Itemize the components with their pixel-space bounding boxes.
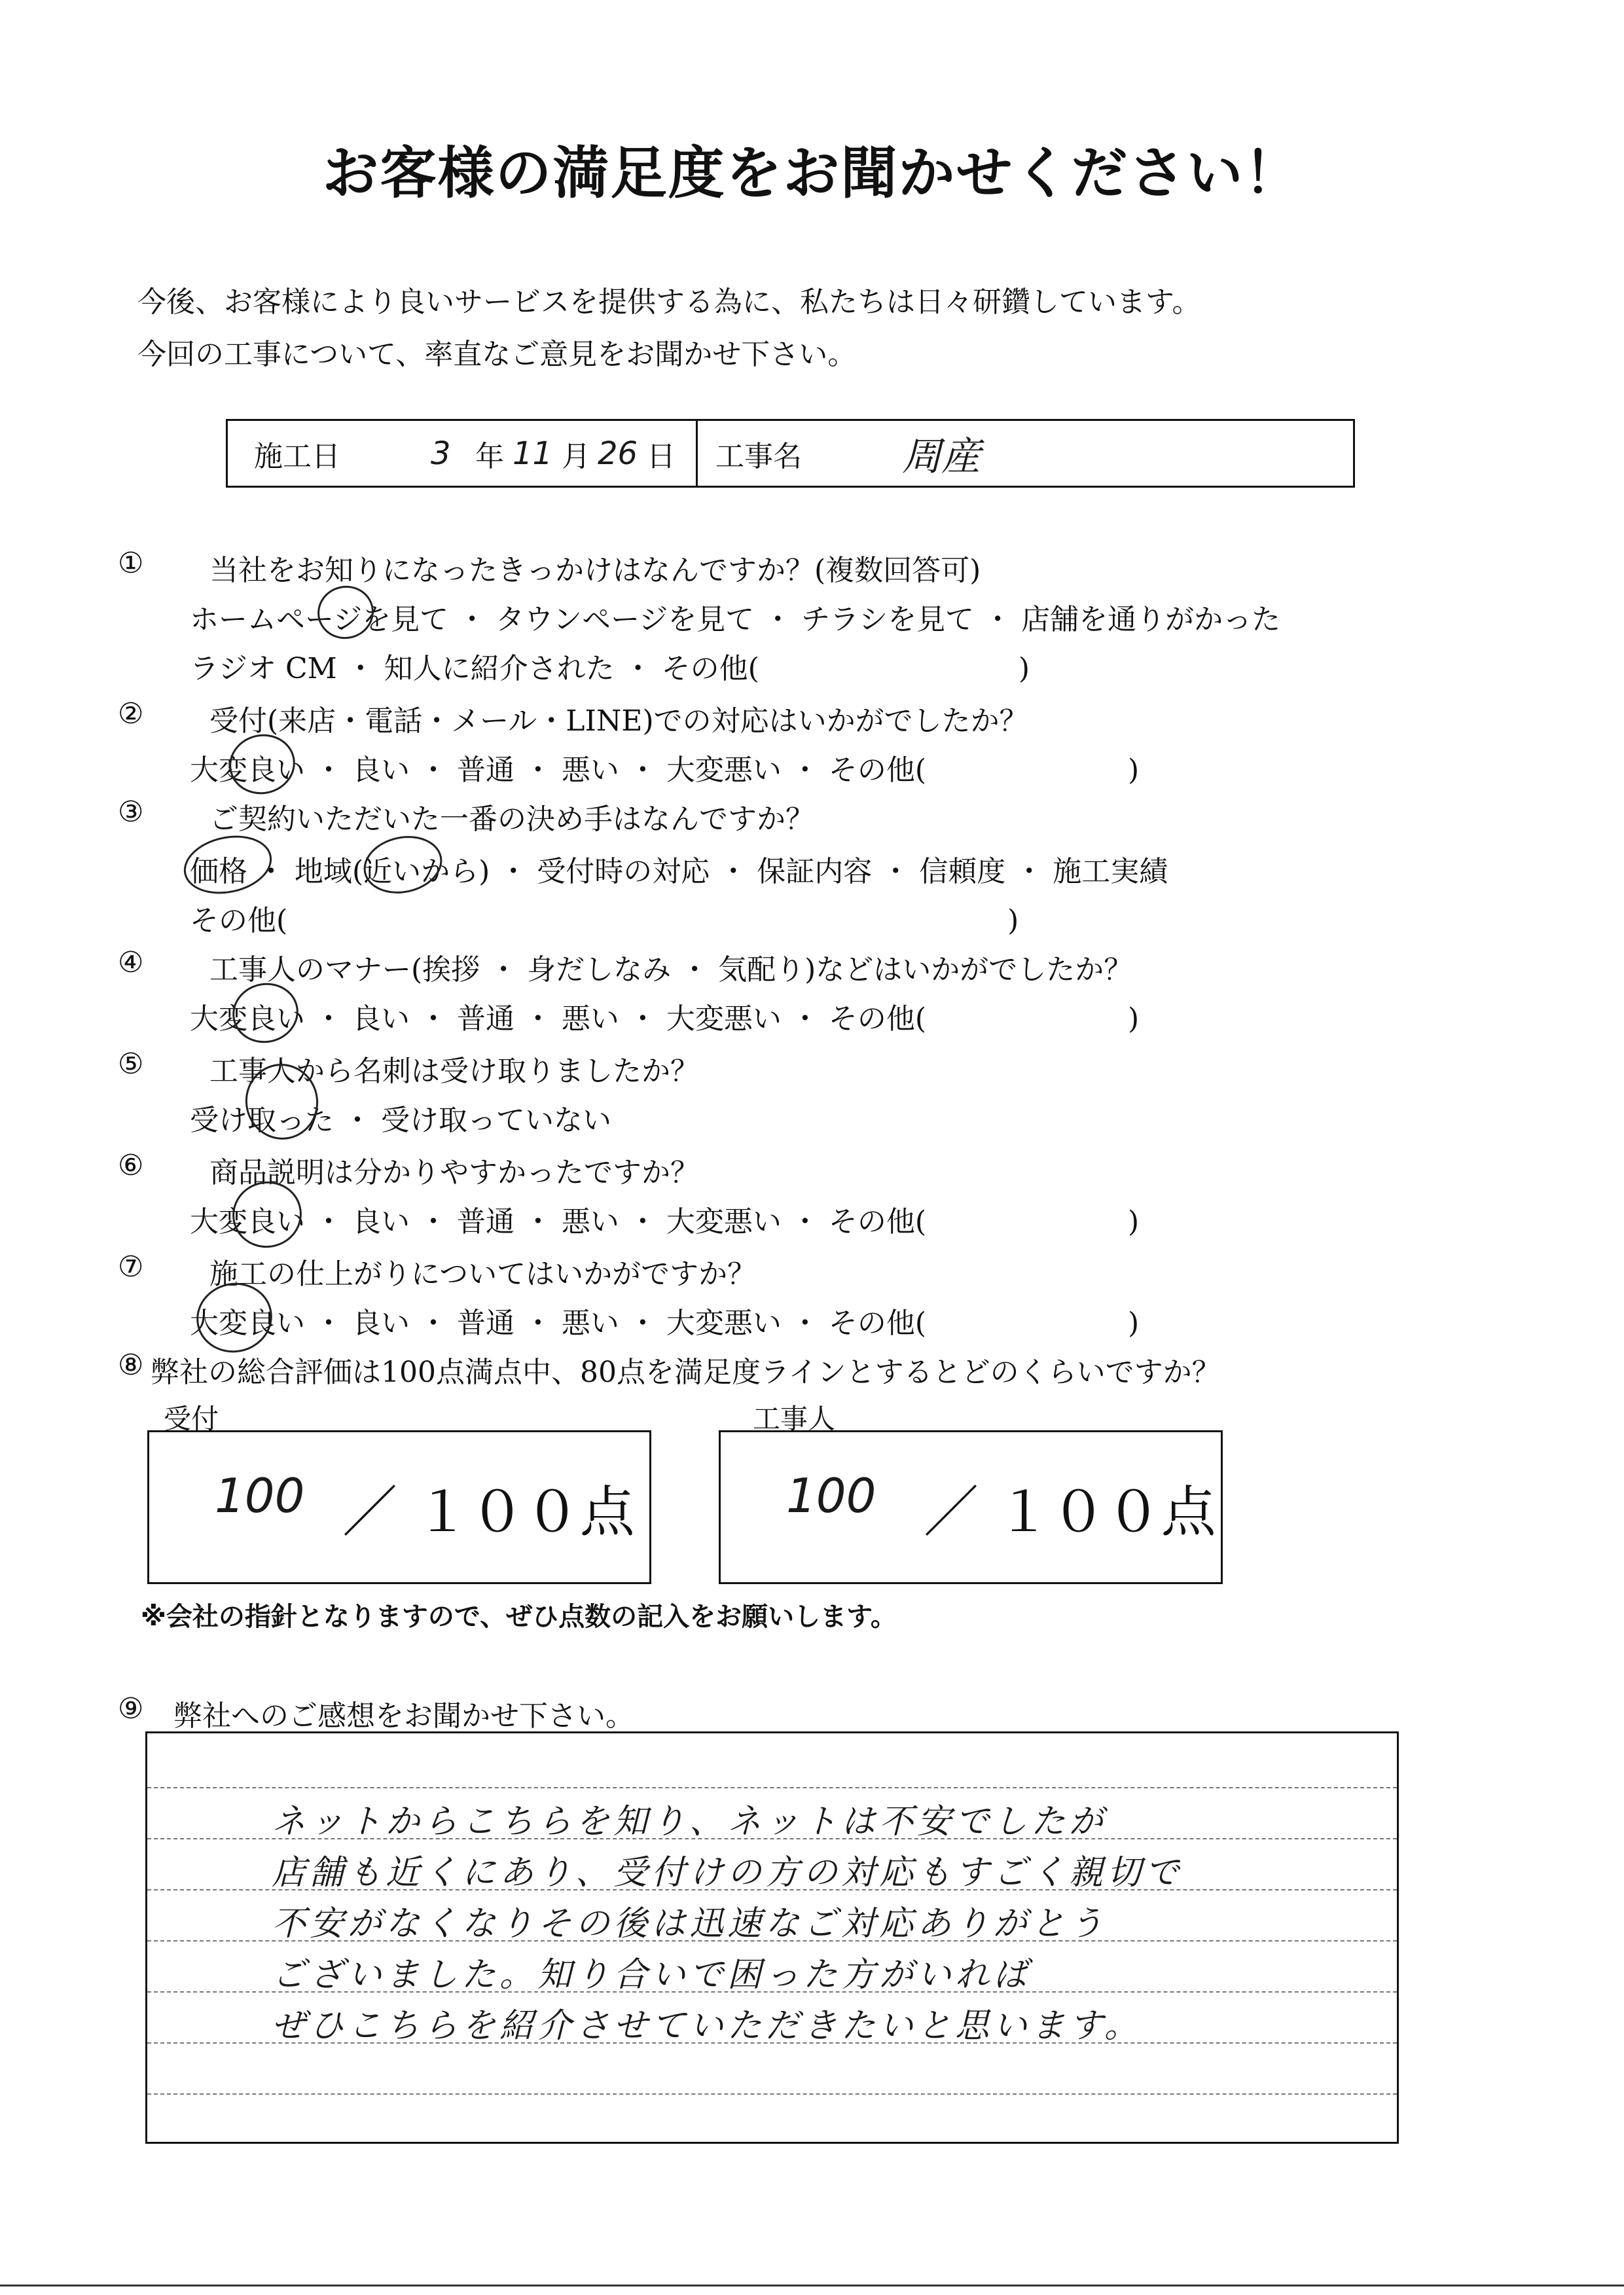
month-value[interactable]: 11 [513,435,553,472]
page-title: お客様の満足度をお聞かせください！ [322,141,1302,206]
comment-line-5: ぜひこちらを紹介させていただきたいと思います。 [272,2006,1142,2046]
bottom-divider [0,2285,1624,2286]
q5-number: ⑤ [118,1047,144,1081]
comment-box[interactable] [145,1731,1399,2144]
day-unit: 日 [647,439,676,473]
reception-score-label: 受付 [164,1403,219,1435]
q3-options-line-2[interactable]: その他( ) [190,904,1019,937]
q7-text: 施工の仕上がりについてはいかがですか？ [209,1257,757,1291]
date-label: 施工日 [254,439,340,473]
reception-score-value[interactable]: 100 [215,1468,305,1523]
q1-number: ① [118,547,144,580]
q6-options[interactable]: 大変良い ・ 良い ・ 普通 ・ 悪い ・ 大変悪い ・ その他( ) [190,1205,1140,1238]
q1-options-line-2[interactable]: ラジオ CM ・ 知人に紹介された ・ その他( ) [190,652,1030,685]
comment-line-2: 店舗も近くにあり、受付けの方の対応もすごく親切で [272,1853,1183,1892]
q2-options[interactable]: 大変良い ・ 良い ・ 普通 ・ 悪い ・ 大変悪い ・ その他( ) [190,753,1140,787]
day-value[interactable]: 26 [598,435,638,472]
q3-answer-circle-price [179,828,278,901]
q8-text: 弊社の総合評価は100点満点中、80点を満足度ラインとするとどのくらいですか？ [151,1356,1221,1389]
q7-options[interactable]: 大変良い ・ 良い ・ 普通 ・ 悪い ・ 大変悪い ・ その他( ) [190,1307,1140,1340]
q6-number: ⑥ [118,1149,144,1182]
reception-score-box [147,1430,651,1584]
intro-line-2: 今回の工事について、率直なご意見をお聞かせ下さい。 [137,338,857,371]
q5-options[interactable]: 受け取った ・ 受け取っていない [190,1104,611,1137]
comment-line-4: ございました。知り合いで困った方がいれば [272,1955,1032,1995]
q3-answer-circle-near [358,829,447,900]
q4-options[interactable]: 大変良い ・ 良い ・ 普通 ・ 悪い ・ 大変悪い ・ その他( ) [190,1002,1140,1036]
q3-options-line-1[interactable]: 価格 ・ 地域(近いから) ・ 受付時の対応 ・ 保証内容 ・ 信頼度 ・ 施工実績 [190,855,1168,888]
work-name-value[interactable]: 周産 [902,433,981,480]
year-value[interactable]: 3 [431,435,451,472]
month-unit: 月 [562,439,590,473]
q2-number: ② [118,697,144,731]
worker-score-value[interactable]: 100 [786,1468,876,1523]
comment-rule [147,1787,1397,1788]
q6-text: 商品説明は分かりやすかったですか？ [209,1156,699,1189]
q8-number: ⑧ [118,1348,144,1382]
q3-text: ご契約いただいた一番の決め手はなんですか？ [209,803,814,836]
q5-text: 工事人から名刺は受け取りましたか？ [209,1055,699,1088]
q1-text: 当社をお知りになったきっかけはなんですか？(複数回答可) [209,554,981,587]
q4-text: 工事人のマナー(挨拶 ・ 身だしなみ ・ 気配り)などはいかがでしたか？ [209,953,1133,986]
work-name-label: 工事名 [715,439,802,473]
comment-rule [147,2093,1397,2095]
worker-score-box [719,1430,1223,1584]
q1-options-line-1[interactable]: ホームページを見て ・ タウンページを見て ・ チラシを見て ・ 店舗を通りがかった [190,603,1281,636]
comment-line-3: 不安がなくなりその後は迅速なご対応ありがとう [272,1904,1108,1943]
intro-line-1: 今後、お客様により良いサービスを提供する為に、私たちは日々研鑽しています。 [137,285,1201,319]
q2-text: 受付(来店・電話・メール・LINE)での対応はいかがでしたか？ [209,704,1028,738]
worker-score-label: 工事人 [753,1403,836,1435]
q3-number: ③ [118,795,144,829]
info-divider [696,421,698,486]
comment-line-1: ネットからこちらを知り、ネットは不安でしたが [272,1802,1108,1841]
construction-info-box [226,419,1355,488]
q7-number: ⑦ [118,1250,144,1284]
reception-score-max: ／ １００点 [342,1480,635,1544]
q4-number: ④ [118,946,144,979]
q9-number: ⑨ [118,1692,144,1726]
year-unit: 年 [475,439,504,473]
score-note: ※会社の指針となりますので、ぜひ点数の記入をお願いします。 [141,1602,897,1632]
q9-text: 弊社へのご感想をお聞かせ下さい。 [173,1699,634,1733]
worker-score-max: ／ １００点 [924,1480,1216,1544]
